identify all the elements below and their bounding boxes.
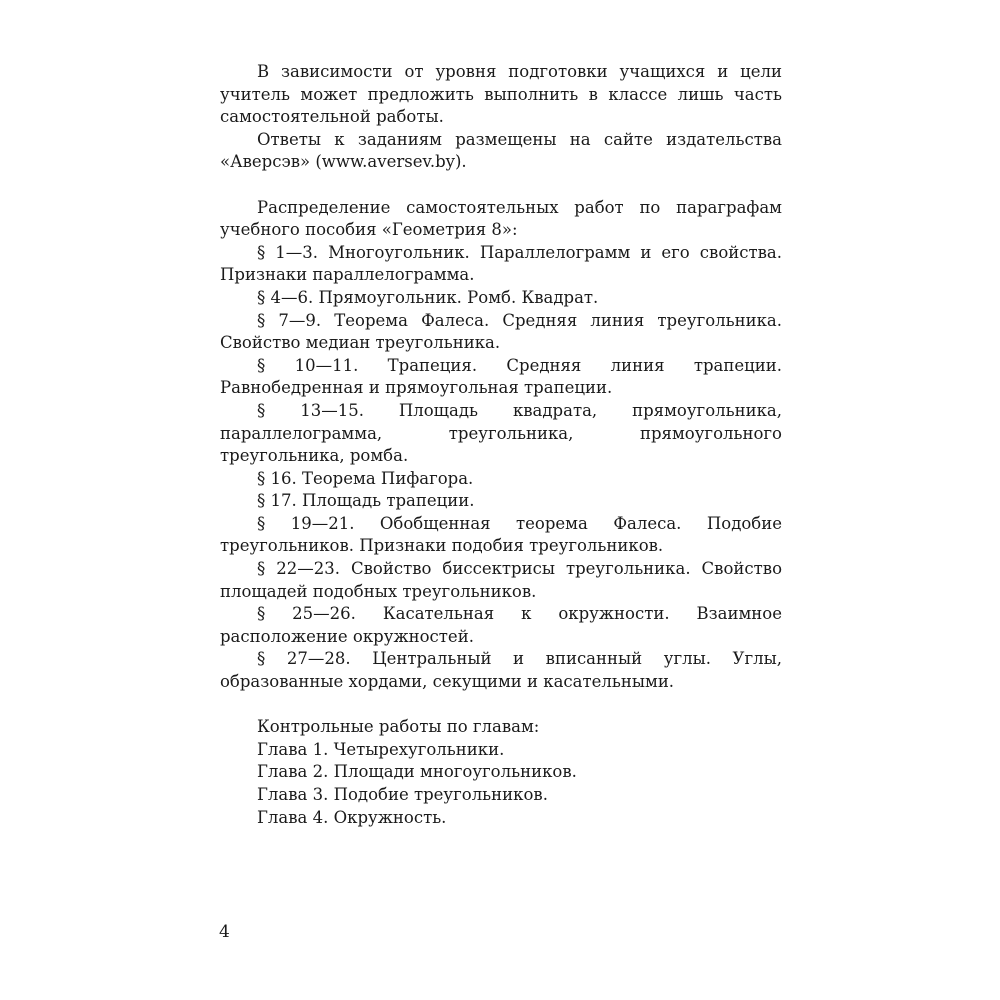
intro-paragraph-2: Ответы к заданиям размещены на сайте издательства «Аверсэв» (www.aversev.by).	[220, 129, 782, 172]
chapter-list-item: Глава 1. Четырехугольники.	[257, 739, 505, 759]
section-spacer	[220, 694, 782, 717]
paragraph-list-item: § 22—23. Свойство биссектрисы треугольника. Свойство площадей подобных треугольников.	[220, 559, 782, 601]
chapter-list-item: Глава 2. Площади многоугольников.	[257, 762, 577, 782]
chapter-list-item: Глава 4. Окружность.	[257, 807, 447, 827]
distribution-heading: Распределение самостоятельных работ по параграфам учебного пособия «Геометрия 8»:	[220, 197, 782, 240]
paragraph-list-item: § 27—28. Центральный и вписанный углы. Углы, образованные хордами, секущими и касательными.	[220, 649, 782, 692]
paragraph-list-item: § 1—3. Многоугольник. Параллелограмм и его свойства. Признаки параллелограмма.	[220, 242, 782, 285]
paragraph-list-item: § 4—6. Прямоугольник. Ромб. Квадрат.	[257, 287, 599, 307]
body-text	[220, 61, 782, 829]
paragraph-list-item: § 7—9. Теорема Фалеса. Средняя линия треугольника. Свойство медиан треугольника.	[220, 310, 782, 353]
paragraph-list-item: § 13—15. Площадь квадрата, прямоугольника, параллелограмма, треугольника, прямоугольного треугольника, ромба.	[220, 400, 782, 466]
paragraph-list-item: § 19—21. Обобщенная теорема Фалеса. Подобие треугольников. Признаки подобия треугольников.	[220, 513, 782, 556]
section-spacer	[220, 174, 782, 197]
page-number: 4	[219, 922, 230, 942]
paragraph-list-item: § 16. Теорема Пифагора.	[257, 468, 474, 488]
intro-paragraph-1: В зависимости от уровня подготовки учащихся и цели учитель может предложить выполнить в классе лишь часть самостоятельной работы.	[220, 62, 782, 127]
paragraph-list-item: § 17. Площадь трапеции.	[257, 491, 475, 511]
tests-heading: Контрольные работы по главам:	[257, 717, 540, 737]
paragraph-list-item: § 10—11. Трапеция. Средняя линия трапеции. Равнобедренная и прямоугольная трапеции.	[220, 355, 782, 398]
paragraph-list-item: § 25—26. Касательная к окружности. Взаимное расположение окружностей.	[220, 604, 782, 646]
chapter-list-item: Глава 3. Подобие треугольников.	[257, 785, 548, 804]
